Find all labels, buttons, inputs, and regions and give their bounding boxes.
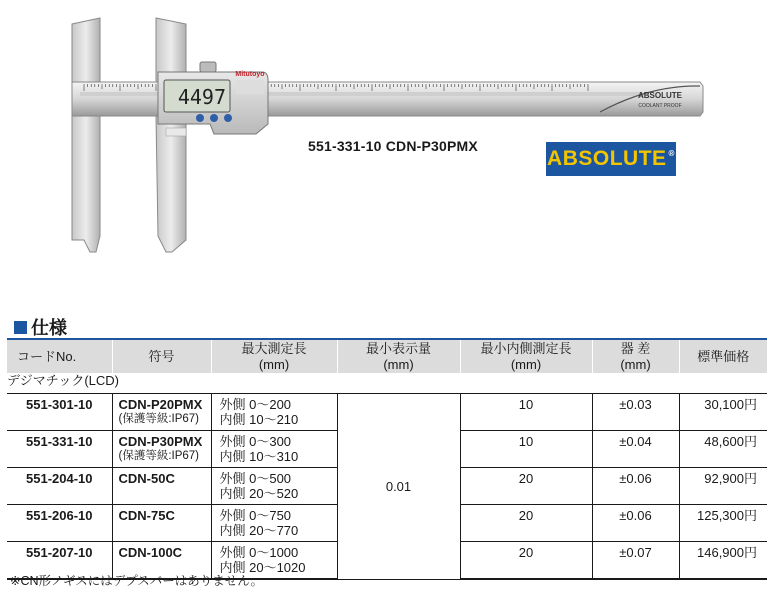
table-header-row [7, 340, 767, 373]
min-inside-cell: 10 [460, 394, 592, 431]
price-cell: 48,600円 [679, 431, 767, 468]
price-cell: 146,900円 [679, 542, 767, 580]
symbol-cell: CDN-50C [112, 468, 211, 505]
absolute-beam-logo: ABSOLUTE [638, 91, 682, 100]
code-cell: 551-301-10 [7, 394, 112, 431]
symbol-cell: CDN-P20PMX (保護等級:IP67) [112, 394, 211, 431]
header-cell: 最大測定長 (mm) [211, 340, 337, 373]
brand-label: Mitutoyo [235, 71, 265, 78]
caliper-product-image [0, 0, 774, 270]
range-cell: 外側 0〜200 内側 10〜210 [211, 394, 337, 431]
symbol-cell: CDN-P30PMX (保護等級:IP67) [112, 431, 211, 468]
table-row [7, 394, 767, 431]
coolant-proof-logo: COOLANT PROOF [638, 103, 682, 109]
section-title [14, 314, 67, 340]
header-cell: コードNo. [7, 340, 112, 373]
code-cell: 551-206-10 [7, 505, 112, 542]
absolute-badge [546, 142, 676, 176]
range-cell: 外側 0〜1000 内側 20〜1020 [211, 542, 337, 580]
header-cell: 最小内側測定長 (mm) [460, 340, 592, 373]
min-inside-cell: 20 [460, 505, 592, 542]
price-cell: 30,100円 [679, 394, 767, 431]
group-label: デジマチック(LCD) [7, 373, 767, 394]
footnote: ※CN形ノギスにはデプスバーはありません。 [10, 574, 264, 588]
accuracy-cell: ±0.04 [592, 431, 679, 468]
code-cell: 551-207-10 [7, 542, 112, 580]
registered-mark: ® [668, 149, 675, 158]
range-cell: 外側 0〜300 内側 10〜310 [211, 431, 337, 468]
code-cell: 551-331-10 [7, 431, 112, 468]
accuracy-cell: ±0.03 [592, 394, 679, 431]
lcd-reading: 4497 [177, 85, 226, 109]
symbol-cell: CDN-100C [112, 542, 211, 580]
absolute-badge-text: ABSOLUTE [547, 147, 667, 170]
header-cell: 符号 [112, 340, 211, 373]
range-cell: 外側 0〜750 内側 20〜770 [211, 505, 337, 542]
header-cell: 器 差 (mm) [592, 340, 679, 373]
min-inside-cell: 10 [460, 431, 592, 468]
spec-table [7, 340, 767, 580]
resolution-cell: 0.01 [337, 394, 460, 580]
header-cell: 標準価格 [679, 340, 767, 373]
min-inside-cell: 20 [460, 468, 592, 505]
accuracy-cell: ±0.06 [592, 468, 679, 505]
section-square-icon [14, 321, 27, 334]
symbol-cell: CDN-75C [112, 505, 211, 542]
price-cell: 92,900円 [679, 468, 767, 505]
accuracy-cell: ±0.07 [592, 542, 679, 580]
min-inside-cell: 20 [460, 542, 592, 580]
fixed-jaw [72, 18, 100, 252]
header-cell: 最小表示量 (mm) [337, 340, 460, 373]
range-cell: 外側 0〜500 内側 20〜520 [211, 468, 337, 505]
price-cell: 125,300円 [679, 505, 767, 542]
group-row [7, 373, 767, 394]
code-cell: 551-204-10 [7, 468, 112, 505]
section-title-text: 仕様 [31, 318, 67, 338]
accuracy-cell: ±0.06 [592, 505, 679, 542]
model-label: 551-331-10 CDN-P30PMX [308, 138, 478, 154]
